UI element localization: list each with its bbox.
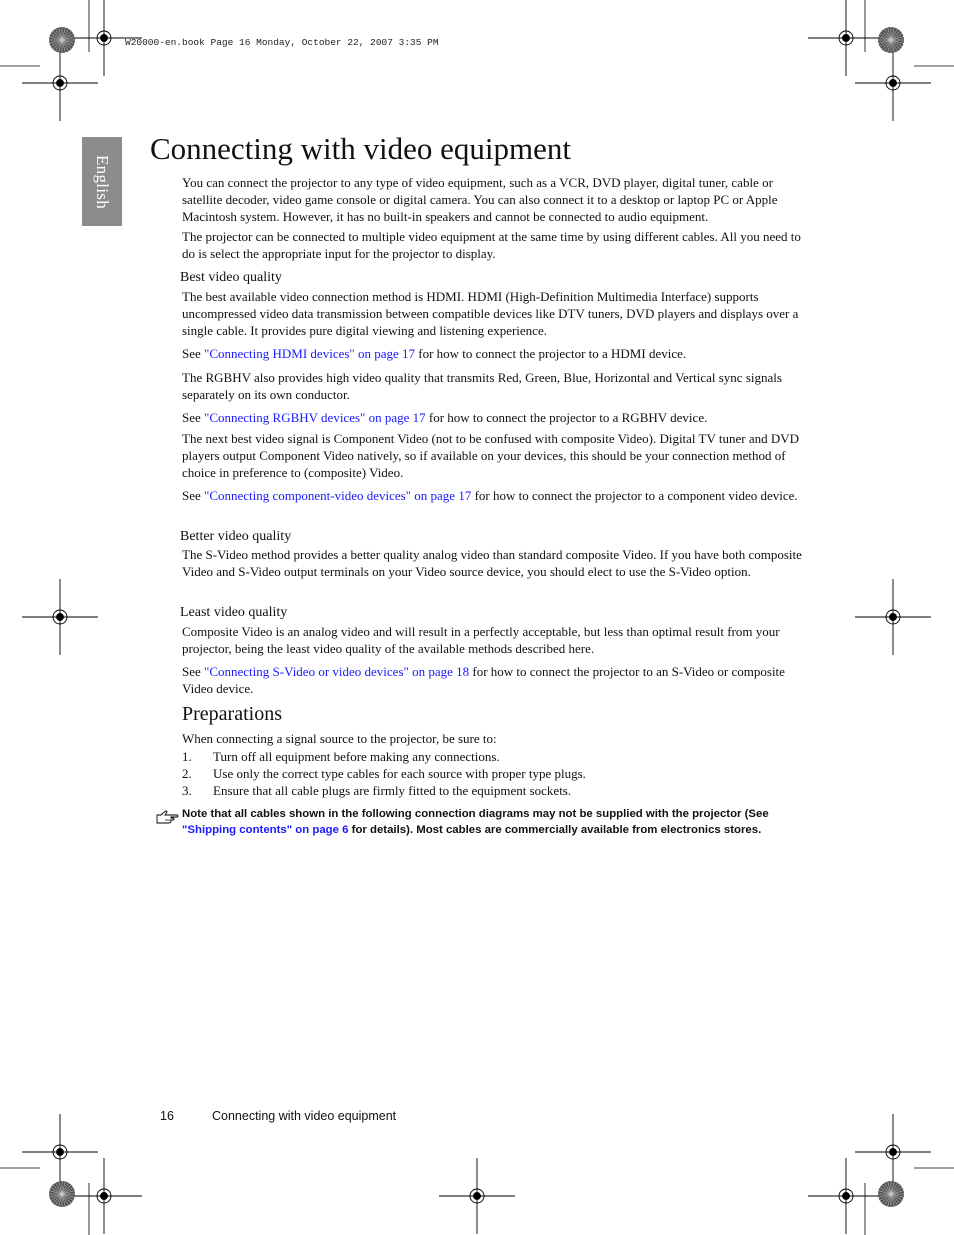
list-item [182, 765, 586, 782]
note-suffix: for details). Most cables are commercially available from electronics stores. [348, 823, 762, 836]
registration-starburst [878, 1181, 904, 1207]
see-suffix: for how to connect the projector to an S-Video or composite Video device. [182, 664, 785, 697]
link-connecting-component[interactable]: "Connecting component-video devices" on page 17 [204, 488, 472, 503]
registration-starburst [878, 27, 904, 53]
intro-paragraph-1: You can connect the projector to any type of video equipment, such as a VCR, DVD player, digital tuner, cable or satellite decoder, video game console or digital camera. You can also connect it to a desktop or laptop PC or Apple Macintosh system. However, it has no built-in speakers and cannot be connected to audio equipment. [182, 175, 778, 225]
list-number: 3. [182, 783, 192, 798]
see-component-line [182, 487, 812, 504]
least-quality-paragraph: Composite Video is an analog video and will result in a perfectly acceptable, but less than optimal result from your projector, being the least video quality of the available methods described here. [182, 624, 780, 657]
note-prefix: Note that all cables shown in the following connection diagrams may not be supplied with the projector (See [182, 808, 769, 820]
list-number: 1. [182, 749, 192, 764]
language-tab [82, 137, 122, 226]
registration-crosshair [855, 1114, 931, 1190]
list-text: Use only the correct type cables for each source with proper type plugs. [213, 766, 586, 781]
print-header-stamp: W20000-en.book Page 16 Monday, October 22, 2007 3:35 PM [125, 37, 439, 48]
see-rgbhv-line [182, 409, 812, 426]
registration-crosshair [808, 0, 884, 76]
list-item [182, 748, 500, 765]
link-connecting-svideo[interactable]: "Connecting S-Video or video devices" on page 18 [204, 664, 470, 679]
see-prefix: See [182, 410, 205, 425]
registration-starburst [49, 1181, 75, 1207]
best-quality-heading: Best video quality [180, 270, 282, 285]
better-quality-paragraph: The S-Video method provides a better quality analog video than standard composite Video. If you have both composite Video and S-Video output terminals on your Video source device, you should elect to use the S-Video option. [182, 547, 802, 580]
page-number: 16 [160, 1109, 174, 1123]
intro-paragraph-2: The projector can be connected to multiple video equipment at the same time by using different cables. All you need to do is select the appropriate input for the projector to display. [182, 229, 801, 262]
registration-starburst [49, 27, 75, 53]
see-prefix: See [182, 346, 205, 361]
see-suffix: for how to connect the projector to a HDMI device. [415, 346, 687, 361]
registration-crosshair [855, 45, 931, 121]
see-svideo-line [182, 663, 812, 697]
list-item [182, 782, 571, 799]
link-shipping-contents[interactable]: "Shipping contents" on page 6 [182, 823, 349, 836]
footer-section-title: Connecting with video equipment [212, 1109, 397, 1123]
cables-note [182, 807, 812, 839]
best-quality-paragraph-3: The next best video signal is Component Video (not to be confused with composite Video). Digital TV tuner and DVD players output Component Video natively, so if available on your devices, this should be your connection method of choice in preference to (composite) Video. [182, 431, 800, 481]
registration-crosshair [22, 1114, 98, 1190]
see-suffix: for how to connect the projector to a RGBHV device. [425, 410, 708, 425]
page-title: Connecting with video equipment [150, 131, 572, 166]
see-hdmi-line [182, 345, 812, 362]
best-quality-paragraph-1: The best available video connection method is HDMI. HDMI (High-Definition Multimedia Interface) supports uncompressed video data transmission between compatible devices like DTV tuners, DVD players and displays over a single cable. It provides pure digital viewing and listening experience. [182, 289, 799, 339]
list-text: Turn off all equipment before making any connections. [213, 749, 500, 764]
see-suffix: for how to connect the projector to a component video device. [471, 488, 798, 503]
registration-crosshair [22, 45, 98, 121]
preparations-heading: Preparations [182, 703, 282, 725]
preparations-intro: When connecting a signal source to the projector, be sure to: [182, 731, 497, 746]
registration-crosshair [439, 1158, 515, 1234]
list-number: 2. [182, 766, 192, 781]
registration-crosshair [855, 579, 931, 655]
language-tab-label: English [93, 154, 112, 209]
registration-crosshair [808, 1158, 884, 1234]
list-text: Ensure that all cable plugs are firmly fitted to the equipment sockets. [213, 783, 572, 798]
registration-crosshair [22, 579, 98, 655]
least-quality-heading: Least video quality [180, 605, 288, 620]
link-connecting-rgbhv[interactable]: "Connecting RGBHV devices" on page 17 [204, 410, 426, 425]
see-prefix: See [182, 488, 205, 503]
link-connecting-hdmi[interactable]: "Connecting HDMI devices" on page 17 [204, 346, 416, 361]
better-quality-heading: Better video quality [180, 529, 292, 544]
best-quality-paragraph-2: The RGBHV also provides high video quality that transmits Red, Green, Blue, Horizontal and Vertical sync signals separately on its own conductor. [182, 370, 782, 403]
registration-crosshair [66, 1158, 142, 1234]
pointing-hand-icon [155, 809, 179, 825]
see-prefix: See [182, 664, 205, 679]
